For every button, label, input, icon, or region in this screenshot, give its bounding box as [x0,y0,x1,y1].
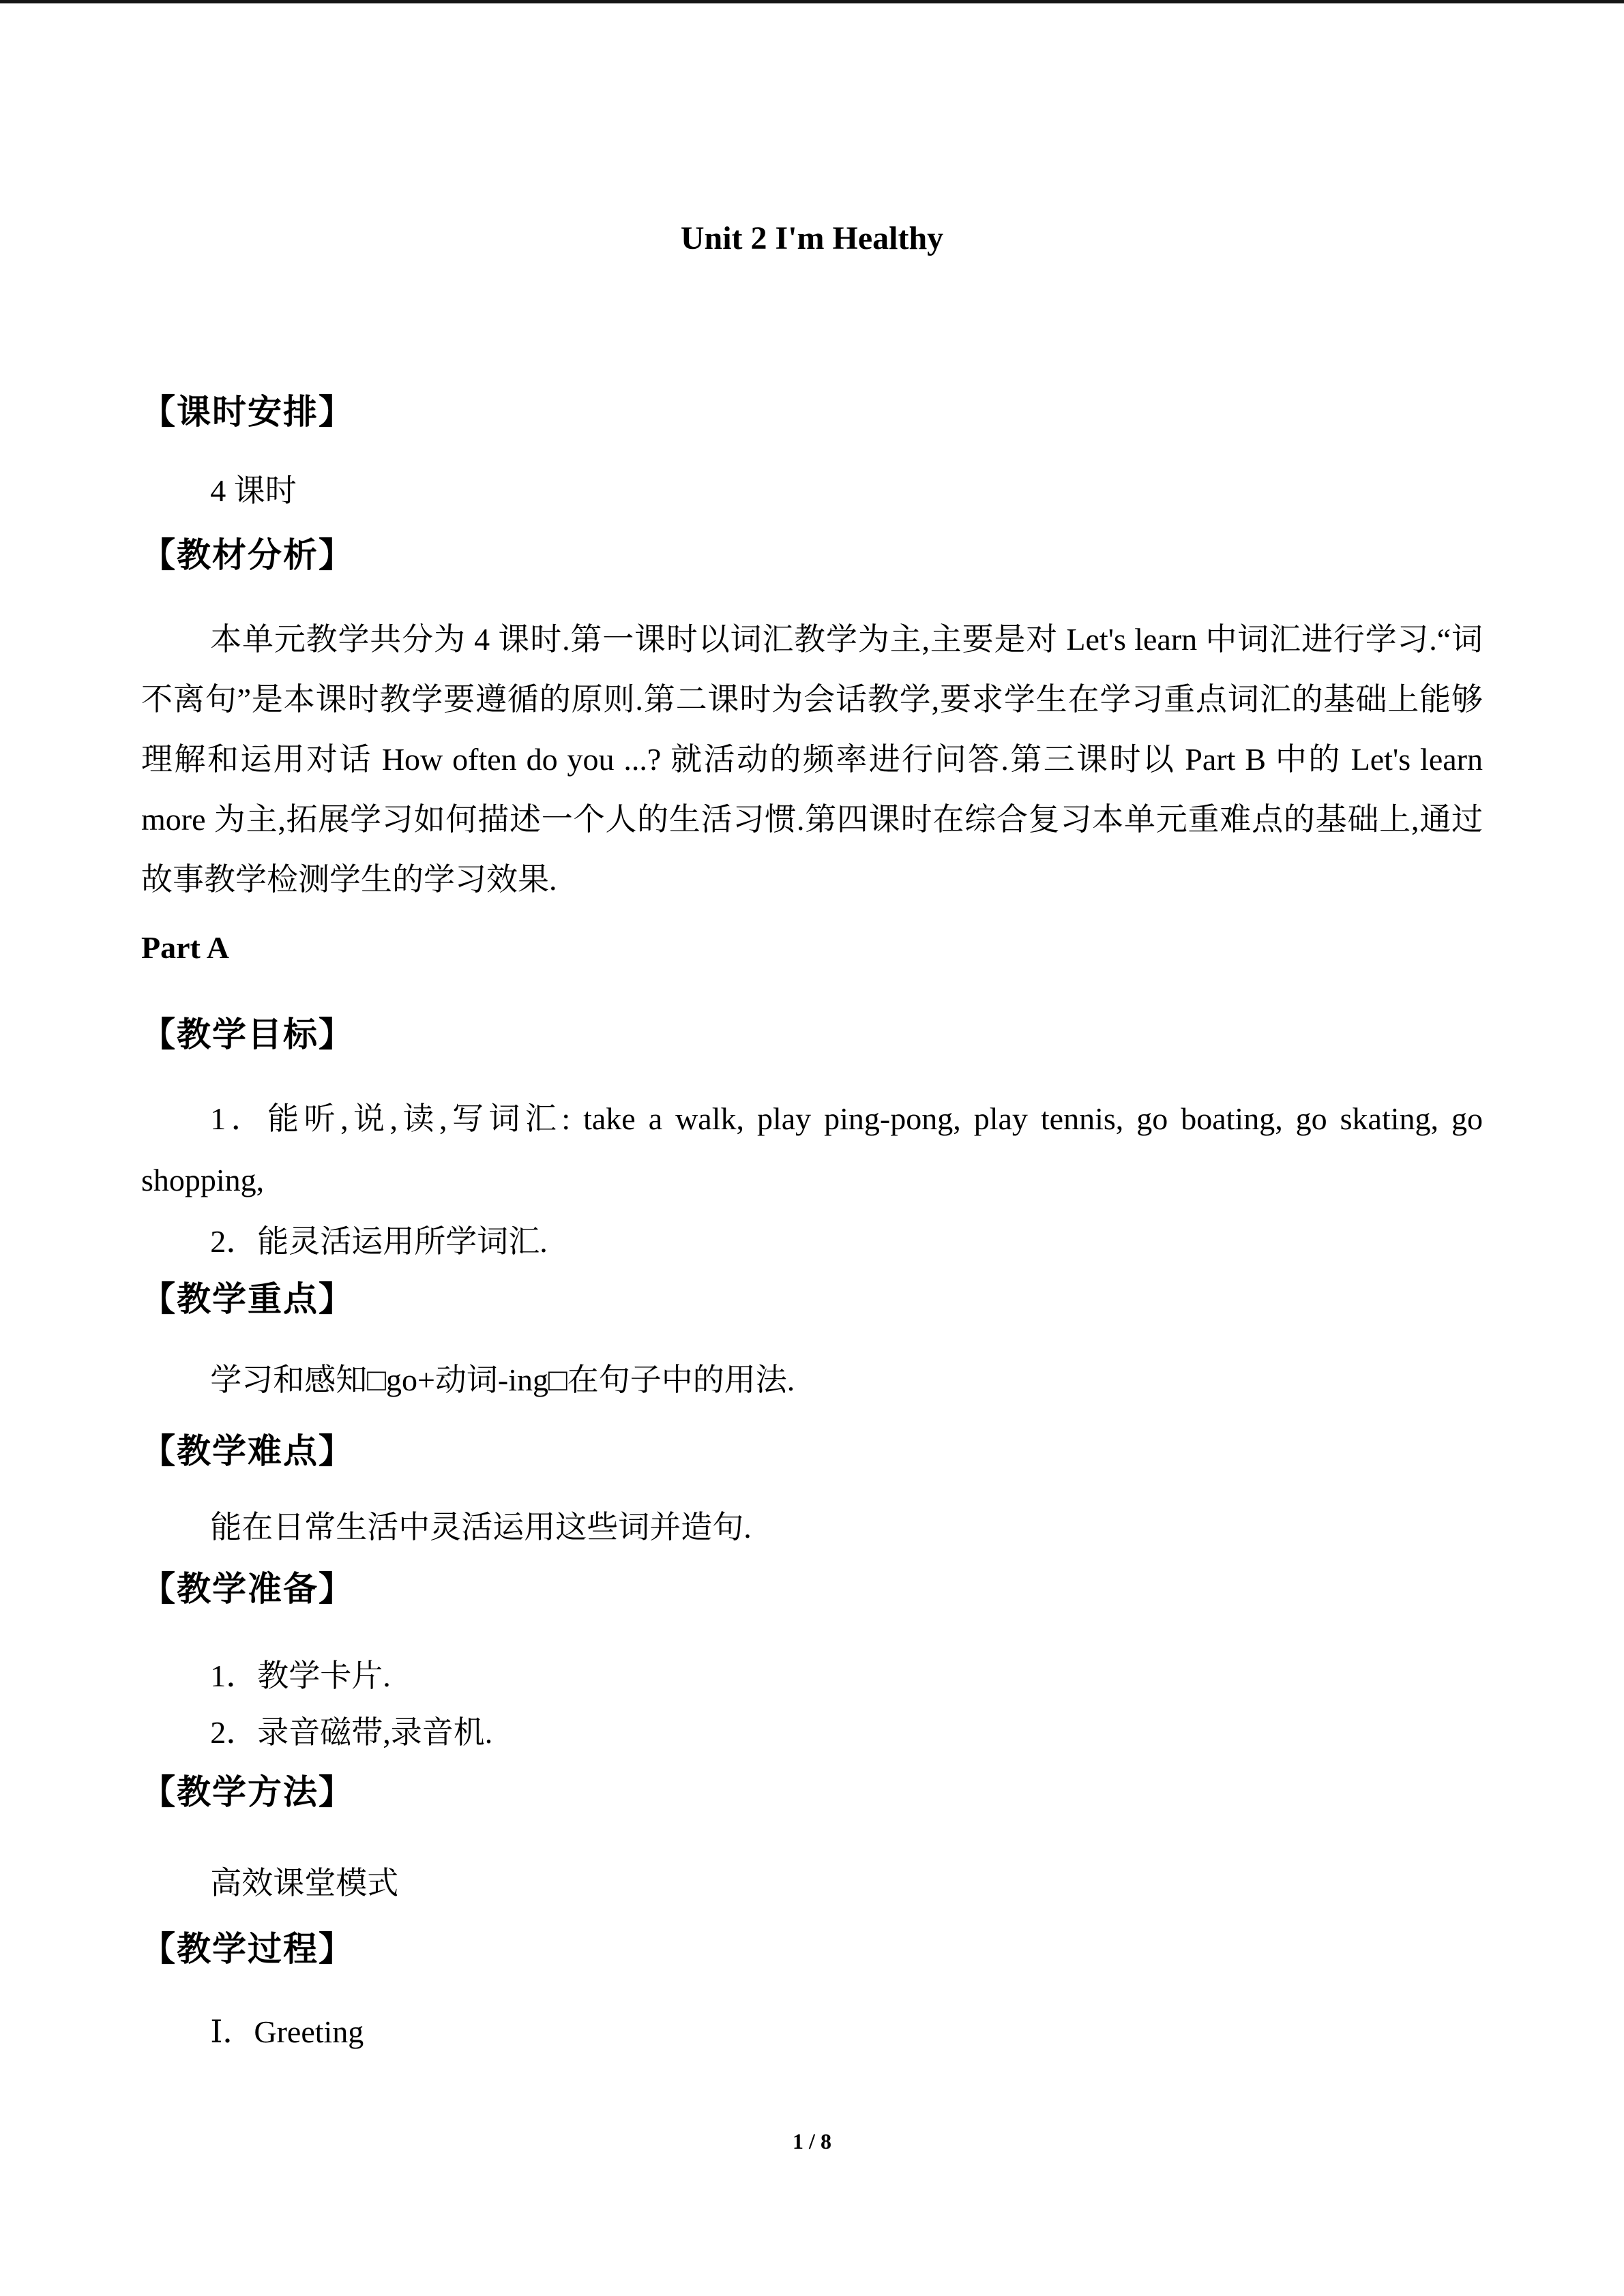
section-heading-teaching-preparation: 【教学准备】 [141,1569,354,1609]
teaching-preparation-item-1: 1．教学卡片. [210,1658,391,1693]
teaching-goal-item-2: 2．能灵活运用所学词汇. [210,1224,548,1259]
page-top-edge [0,0,1624,3]
teaching-preparation-item-2: 2．录音磁带,录音机. [210,1715,493,1750]
material-analysis-paragraph: 本单元教学共分为 4 课时.第一课时以词汇教学为主,主要是对 Let's learn 中词汇进行学习.“词不离句”是本课时教学要遵循的原则.第二课时为会话教学,要求学生在学习重点词汇的基础上能够理解和运用对话 How often do you ...? 就活动的频率进行问答.第三课时以 Part B 中的 Let's learn more 为主,拓展学习如何描述一个人的生活习惯.第四课时在综合复习本单元重难点的基础上,通过故事教学检测学生的学习效果. [141,622,1483,897]
process-step-greeting: Ⅰ．Greeting [210,2014,364,2049]
section-heading-teaching-method: 【教学方法】 [141,1772,354,1812]
lesson-schedule-value: 4 课时 [210,473,297,508]
section-heading-teaching-process: 【教学过程】 [141,1929,354,1969]
page-number: 1 / 8 [793,2129,831,2153]
part-a-subtitle: Part A [141,930,230,965]
section-heading-teaching-focus: 【教学重点】 [141,1279,354,1319]
teaching-focus-text: 学习和感知□go+动词-ing□在句子中的用法. [210,1362,795,1397]
teaching-goal-item-1: 1．能听,说,读,写词汇: take a walk, play ping-pong, play tennis, go boating, go skating, go shopping, [141,1101,1483,1197]
section-heading-teaching-goals: 【教学目标】 [141,1015,354,1054]
document-title: Unit 2 I'm Healthy [680,220,944,256]
section-heading-material-analysis: 【教材分析】 [141,535,354,575]
section-heading-teaching-difficulty: 【教学难点】 [141,1431,354,1471]
teaching-difficulty-text: 能在日常生活中灵活运用这些词并造句. [210,1510,752,1545]
section-heading-lesson-schedule: 【课时安排】 [141,392,354,432]
teaching-method-text: 高效课堂模式 [210,1866,399,1900]
